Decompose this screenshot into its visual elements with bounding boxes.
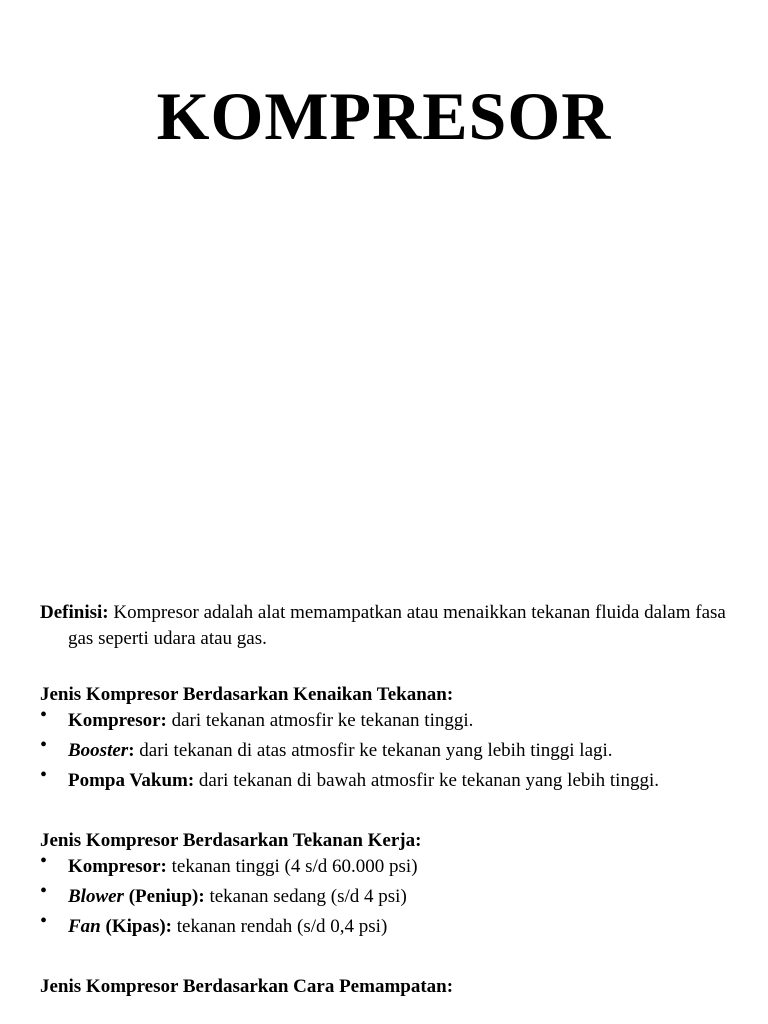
definition-paragraph	[40, 600, 740, 652]
page-title: KOMPRESOR	[156, 78, 612, 154]
bullet-icon: •	[40, 880, 48, 902]
list-item	[40, 850, 740, 880]
list-tekanan-kerja	[40, 850, 740, 940]
item-term: Kompresor:	[68, 856, 167, 877]
section-heading-tekanan-kerja: Jenis Kompresor Berdasarkan Tekanan Kerja:	[40, 830, 422, 851]
list-item	[40, 880, 740, 910]
item-term: Kompresor:	[68, 710, 167, 731]
list-item	[40, 734, 740, 764]
bullet-icon: •	[40, 764, 48, 786]
bullet-icon: •	[40, 704, 48, 726]
content-body	[40, 600, 740, 1000]
item-term-suffix: :	[128, 740, 135, 761]
item-desc: tekanan sedang (s/d 4 psi)	[204, 886, 407, 907]
item-desc: tekanan tinggi (4 s/d 60.000 psi)	[166, 856, 418, 877]
item-term: Fan	[68, 916, 101, 937]
bullet-icon: •	[40, 850, 48, 872]
item-term: Blower	[68, 886, 124, 907]
item-term-suffix: (Kipas):	[100, 916, 172, 937]
bullet-icon: •	[40, 734, 48, 756]
list-kenaikan-tekanan	[40, 704, 740, 794]
section-heading-cara-pemampatan: Jenis Kompresor Berdasarkan Cara Pemampatan:	[40, 976, 454, 997]
item-desc: dari tekanan di atas atmosfir ke tekanan yang lebih tinggi lagi.	[134, 740, 613, 761]
item-desc: dari tekanan di bawah atmosfir ke tekanan yang lebih tinggi.	[194, 770, 659, 791]
item-term: Booster	[68, 740, 129, 761]
item-desc: tekanan rendah (s/d 0,4 psi)	[172, 916, 388, 937]
item-term-suffix: (Peniup):	[123, 886, 205, 907]
list-item	[40, 910, 740, 940]
list-item	[40, 704, 740, 734]
definition-text: Kompresor adalah alat memampatkan atau menaikkan tekanan fluida dalam fasa gas seperti udara atau gas.	[68, 602, 726, 649]
bullet-icon: •	[40, 910, 48, 932]
item-term: Pompa Vakum:	[68, 770, 195, 791]
list-item	[40, 764, 740, 794]
definition-label: Definisi:	[40, 602, 109, 623]
item-desc: dari tekanan atmosfir ke tekanan tinggi.	[166, 710, 474, 731]
section-heading-kenaikan-tekanan: Jenis Kompresor Berdasarkan Kenaikan Tekanan:	[40, 684, 454, 705]
